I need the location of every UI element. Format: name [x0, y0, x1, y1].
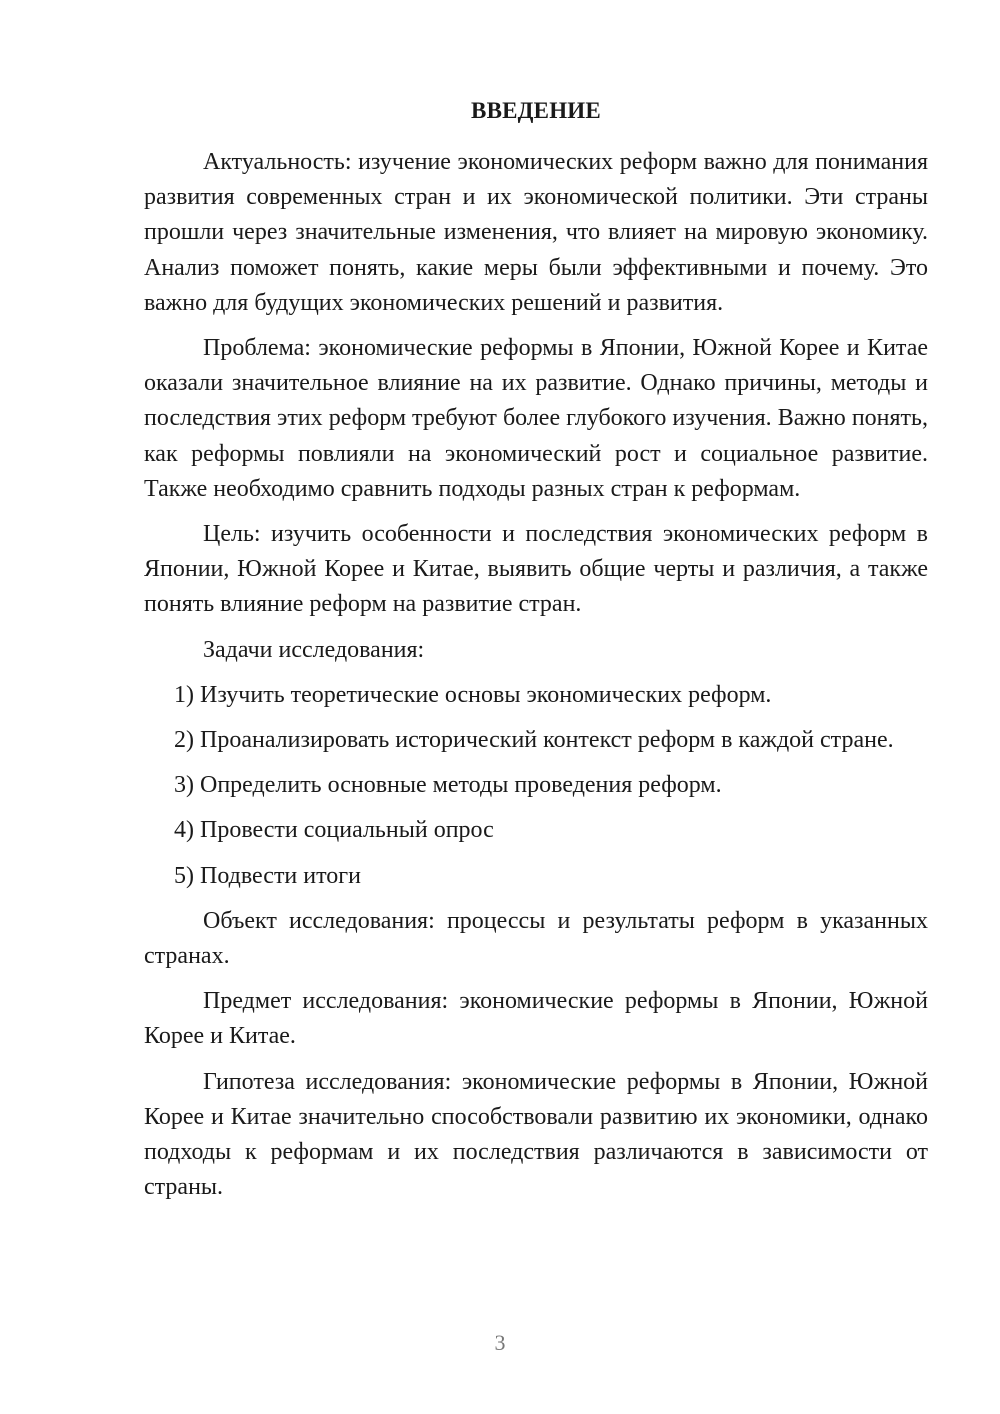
page-content	[144, 93, 928, 1215]
paragraph-hypothesis: Гипотеза исследования: экономические реформы в Японии, Южной Корее и Китае значительно способствовали развитию их экономики, однако подходы к реформам и их последствия различаются в зависимости от страны.	[144, 1068, 928, 1201]
paragraph-goal: Цель: изучить особенности и последствия экономических реформ в Японии, Южной Корее и Китае, выявить общие черты и различия, а также понять влияние реформ на развитие стран.	[144, 521, 928, 618]
task-item-4: 4) Провести социальный опрос	[174, 817, 494, 844]
page-title: ВВЕДЕНИЕ	[471, 98, 601, 123]
task-list	[144, 678, 928, 894]
task-item-1: 1) Изучить теоретические основы экономических реформ.	[174, 681, 772, 708]
paragraph-subject: Предмет исследования: экономические реформы в Японии, Южной Корее и Китае.	[144, 988, 928, 1050]
task-item-2: 2) Проанализировать исторический контекст реформ в каждой стране.	[174, 727, 894, 754]
paragraph-problem: Проблема: экономические реформы в Японии, Южной Корее и Китае оказали значительное влияние на их развитие. Однако причины, методы и последствия этих реформ требуют более глубокого изучения. Важно понять, как реформы повлияли на экономический рост и социальное развитие. Также необходимо сравнить подходы разных стран к реформам.	[144, 335, 928, 502]
task-item-5: 5) Подвести итоги	[174, 862, 361, 889]
page-number: 3	[494, 1330, 506, 1355]
task-item-3: 3) Определить основные методы проведения реформ.	[174, 772, 722, 799]
paragraph-object: Объект исследования: процессы и результаты реформ в указанных странах.	[144, 907, 928, 970]
paragraph-relevance: Актуальность: изучение экономических реформ важно для понимания развития современных стран и их экономической политики. Эти страны прошли через значительные изменения, что влияет на мировую экономику. Анализ поможет понять, какие меры были эффективными и почему. Это важно для будущих экономических решений и развития.	[144, 149, 928, 316]
tasks-heading: Задачи исследования:	[203, 636, 425, 663]
